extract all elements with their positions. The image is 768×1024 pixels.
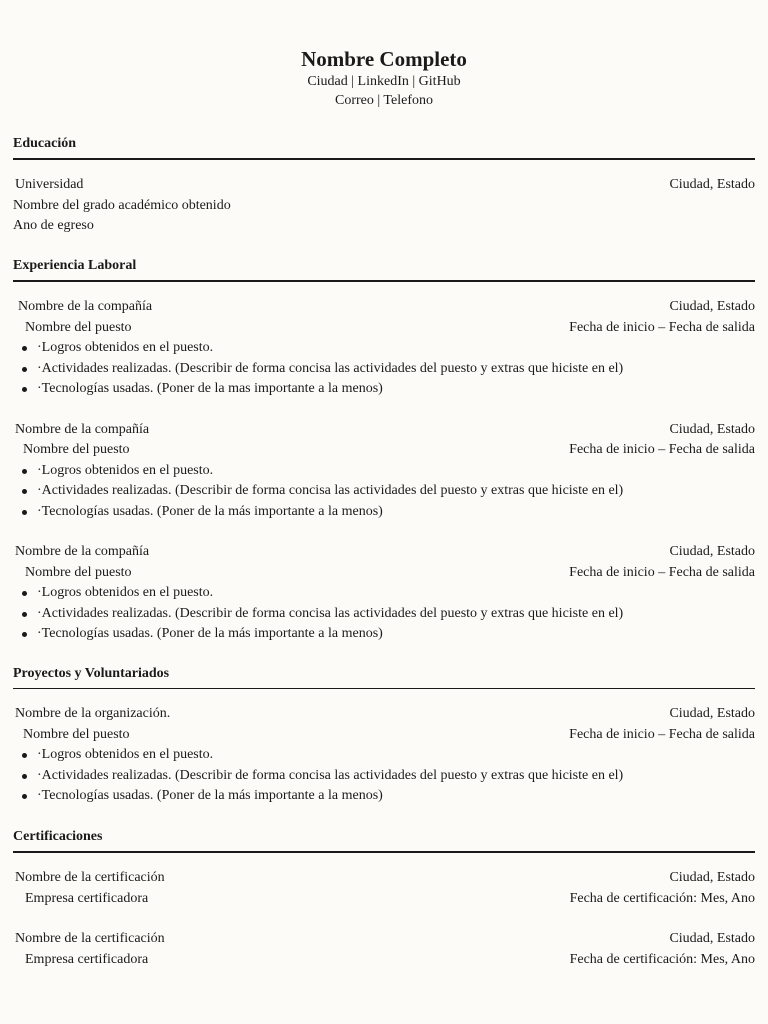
job-position-row xyxy=(13,440,755,461)
certification-date: Fecha de certificación: Mes, Ano xyxy=(569,951,755,967)
certification-name-row xyxy=(13,929,755,950)
job-dates: Fecha de inicio – Fecha de salida xyxy=(569,564,755,580)
certification-issuer-row xyxy=(13,950,755,971)
university-location: Ciudad, Estado xyxy=(669,177,755,192)
certification-entry xyxy=(13,868,755,909)
job-bullet-list xyxy=(13,583,755,645)
company-name: Nombre de la compañía xyxy=(15,544,150,559)
job-entry xyxy=(13,297,755,400)
project-dates: Fecha de inicio – Fecha de salida xyxy=(569,726,755,742)
job-dates: Fecha de inicio – Fecha de salida xyxy=(569,442,755,457)
contact-line-1: Ciudad | LinkedIn | GitHub xyxy=(307,74,461,89)
contact-line-2: Correo | Telefono xyxy=(335,93,433,108)
resume-header xyxy=(0,46,768,110)
certification-name-row xyxy=(13,868,755,889)
list-item: ·Actividades realizadas. (Describir de forma concisa las actividades del puesto y extras que hiciste en el) xyxy=(13,766,755,787)
job-entry xyxy=(13,542,755,645)
position-name: Nombre del puesto xyxy=(25,319,132,335)
section-title-certifications: Certificaciones xyxy=(13,828,755,853)
certification-name: Nombre de la certificación xyxy=(15,870,165,885)
certification-name: Nombre de la certificación xyxy=(15,931,165,946)
list-item: ·Tecnologías usadas. (Poner de la más importante a la menos) xyxy=(13,624,755,645)
section-title-projects: Proyectos y Voluntariados xyxy=(13,665,755,689)
project-bullet-list xyxy=(13,745,755,807)
organization-name: Nombre de la organización. xyxy=(15,706,171,721)
certification-entry xyxy=(13,929,755,970)
graduation-row xyxy=(13,216,755,237)
job-position-row xyxy=(13,563,755,584)
university-name: Universidad xyxy=(15,177,84,192)
list-item: ·Logros obtenidos en el puesto. xyxy=(13,461,755,482)
company-name: Nombre de la compañía xyxy=(18,299,153,314)
job-bullet-list xyxy=(13,461,755,523)
section-title-education: Educación xyxy=(13,135,755,160)
job-company-row xyxy=(13,297,755,318)
project-org-row xyxy=(13,704,755,725)
certification-location: Ciudad, Estado xyxy=(669,870,755,885)
degree-row xyxy=(13,196,755,217)
certification-issuer: Empresa certificadora xyxy=(25,890,149,906)
company-location: Ciudad, Estado xyxy=(669,544,755,559)
section-title-experience: Experiencia Laboral xyxy=(13,257,755,282)
projects-section xyxy=(13,665,755,807)
list-item: ·Logros obtenidos en el puesto. xyxy=(13,745,755,766)
list-item: ·Tecnologías usadas. (Poner de la más importante a la menos) xyxy=(13,786,755,807)
job-bullet-list xyxy=(13,338,755,400)
list-item: ·Tecnologías usadas. (Poner de la mas importante a la menos) xyxy=(13,379,755,400)
job-dates: Fecha de inicio – Fecha de salida xyxy=(569,319,755,335)
certification-issuer: Empresa certificadora xyxy=(25,951,149,967)
certifications-section xyxy=(13,828,755,970)
position-name: Nombre del puesto xyxy=(23,442,130,457)
degree-name: Nombre del grado académico obtenido xyxy=(13,197,231,213)
education-section xyxy=(13,135,755,237)
list-item: ·Tecnologías usadas. (Poner de la más importante a la menos) xyxy=(13,502,755,523)
job-entry xyxy=(13,420,755,523)
list-item: ·Actividades realizadas. (Describir de forma concisa las actividades del puesto y extras que hiciste en el) xyxy=(13,604,755,625)
certification-location: Ciudad, Estado xyxy=(669,931,755,946)
project-position-row xyxy=(13,725,755,746)
company-name: Nombre de la compañía xyxy=(15,421,150,437)
job-company-row xyxy=(13,542,755,563)
company-location: Ciudad, Estado xyxy=(669,299,755,314)
graduation-year: Ano de egreso xyxy=(13,218,94,233)
education-row xyxy=(13,175,755,196)
organization-location: Ciudad, Estado xyxy=(669,706,755,721)
job-position-row xyxy=(13,318,755,339)
certification-issuer-row xyxy=(13,889,755,910)
job-company-row xyxy=(13,420,755,441)
list-item: ·Logros obtenidos en el puesto. xyxy=(13,338,755,359)
certification-date: Fecha de certificación: Mes, Ano xyxy=(569,890,755,906)
company-location: Ciudad, Estado xyxy=(669,421,755,437)
position-name: Nombre del puesto xyxy=(25,564,132,580)
list-item: ·Actividades realizadas. (Describir de forma concisa las actividades del puesto y extras que hiciste en el) xyxy=(13,359,755,380)
full-name: Nombre Completo xyxy=(301,47,467,71)
position-name: Nombre del puesto xyxy=(23,726,130,742)
list-item: ·Actividades realizadas. (Describir de forma concisa las actividades del puesto y extras que hiciste en el) xyxy=(13,481,755,502)
list-item: ·Logros obtenidos en el puesto. xyxy=(13,583,755,604)
experience-section xyxy=(13,257,755,645)
